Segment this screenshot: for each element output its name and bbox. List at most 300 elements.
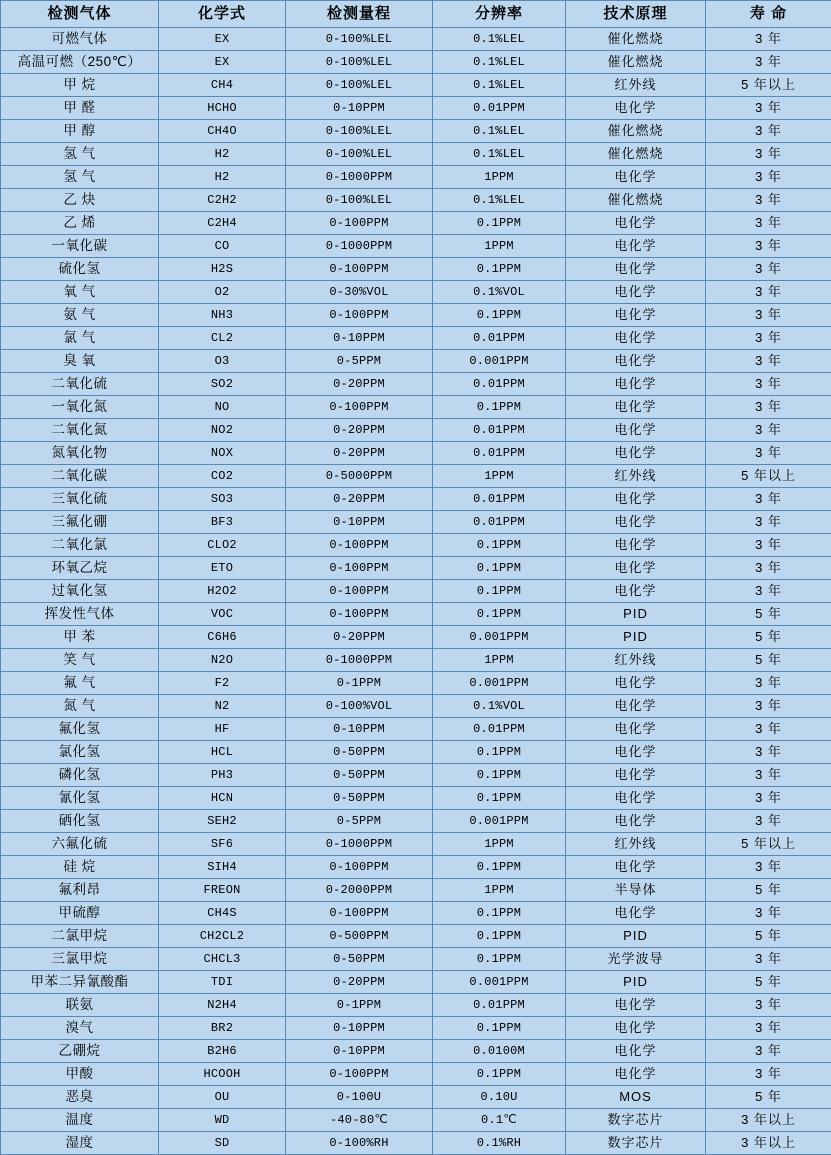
cell-gas-name: 氢 气 bbox=[1, 166, 159, 189]
cell-chemical-formula: CO bbox=[159, 235, 286, 258]
cell-lifespan: 5 年以上 bbox=[706, 74, 831, 97]
table-row bbox=[1, 465, 831, 488]
cell-chemical-formula: CH4O bbox=[159, 120, 286, 143]
cell-resolution: 0.1%LEL bbox=[433, 28, 566, 51]
cell-gas-name: 硒化氢 bbox=[1, 810, 159, 833]
table-row bbox=[1, 1040, 831, 1063]
cell-detection-range: 0-100PPM bbox=[286, 304, 433, 327]
table-row bbox=[1, 51, 831, 74]
cell-technology: 电化学 bbox=[566, 741, 706, 764]
cell-gas-name: 氯化氢 bbox=[1, 741, 159, 764]
cell-chemical-formula: CL2 bbox=[159, 327, 286, 350]
cell-resolution: 1PPM bbox=[433, 166, 566, 189]
table-row bbox=[1, 994, 831, 1017]
cell-resolution: 1PPM bbox=[433, 235, 566, 258]
cell-gas-name: 氟化氢 bbox=[1, 718, 159, 741]
cell-chemical-formula: EX bbox=[159, 28, 286, 51]
cell-chemical-formula: H2 bbox=[159, 143, 286, 166]
cell-resolution: 0.1PPM bbox=[433, 396, 566, 419]
cell-resolution: 0.1PPM bbox=[433, 764, 566, 787]
cell-lifespan: 3 年 bbox=[706, 511, 831, 534]
cell-resolution: 0.01PPM bbox=[433, 718, 566, 741]
cell-gas-name: 二氧化碳 bbox=[1, 465, 159, 488]
cell-resolution: 0.1%LEL bbox=[433, 51, 566, 74]
cell-chemical-formula: TDI bbox=[159, 971, 286, 994]
cell-chemical-formula: B2H6 bbox=[159, 1040, 286, 1063]
cell-chemical-formula: HF bbox=[159, 718, 286, 741]
cell-lifespan: 3 年 bbox=[706, 741, 831, 764]
cell-resolution: 0.1PPM bbox=[433, 856, 566, 879]
cell-detection-range: 0-10PPM bbox=[286, 511, 433, 534]
cell-technology: 红外线 bbox=[566, 465, 706, 488]
cell-lifespan: 3 年 bbox=[706, 787, 831, 810]
cell-resolution: 0.1PPM bbox=[433, 580, 566, 603]
cell-technology: 电化学 bbox=[566, 350, 706, 373]
cell-gas-name: 二氧化氯 bbox=[1, 534, 159, 557]
cell-technology: 电化学 bbox=[566, 396, 706, 419]
cell-gas-name: 乙 炔 bbox=[1, 189, 159, 212]
cell-detection-range: 0-100PPM bbox=[286, 212, 433, 235]
cell-detection-range: 0-100PPM bbox=[286, 258, 433, 281]
cell-detection-range: 0-50PPM bbox=[286, 787, 433, 810]
cell-chemical-formula: NO bbox=[159, 396, 286, 419]
cell-detection-range: 0-50PPM bbox=[286, 764, 433, 787]
table-body bbox=[1, 28, 831, 1155]
cell-detection-range: 0-10PPM bbox=[286, 327, 433, 350]
cell-technology: 催化燃烧 bbox=[566, 143, 706, 166]
cell-detection-range: 0-20PPM bbox=[286, 626, 433, 649]
cell-technology: 电化学 bbox=[566, 902, 706, 925]
cell-resolution: 0.01PPM bbox=[433, 994, 566, 1017]
cell-detection-range: 0-10PPM bbox=[286, 1017, 433, 1040]
cell-lifespan: 3 年 bbox=[706, 557, 831, 580]
cell-gas-name: 挥发性气体 bbox=[1, 603, 159, 626]
cell-lifespan: 3 年 bbox=[706, 166, 831, 189]
cell-chemical-formula: PH3 bbox=[159, 764, 286, 787]
table-row bbox=[1, 534, 831, 557]
cell-lifespan: 3 年 bbox=[706, 1063, 831, 1086]
cell-gas-name: 温度 bbox=[1, 1109, 159, 1132]
cell-resolution: 0.001PPM bbox=[433, 672, 566, 695]
cell-chemical-formula: VOC bbox=[159, 603, 286, 626]
table-row bbox=[1, 626, 831, 649]
cell-gas-name: 甲 醛 bbox=[1, 97, 159, 120]
cell-technology: 电化学 bbox=[566, 672, 706, 695]
cell-gas-name: 三氧化硫 bbox=[1, 488, 159, 511]
cell-gas-name: 甲 苯 bbox=[1, 626, 159, 649]
cell-chemical-formula: CH2CL2 bbox=[159, 925, 286, 948]
cell-gas-name: 甲硫醇 bbox=[1, 902, 159, 925]
cell-technology: 电化学 bbox=[566, 373, 706, 396]
table-row bbox=[1, 856, 831, 879]
cell-gas-name: 高温可燃（250℃） bbox=[1, 51, 159, 74]
cell-detection-range: 0-100U bbox=[286, 1086, 433, 1109]
cell-chemical-formula: BR2 bbox=[159, 1017, 286, 1040]
table-row bbox=[1, 925, 831, 948]
cell-detection-range: 0-100PPM bbox=[286, 534, 433, 557]
cell-detection-range: 0-100PPM bbox=[286, 580, 433, 603]
cell-gas-name: 甲苯二异氰酸酯 bbox=[1, 971, 159, 994]
cell-gas-name: 氮氧化物 bbox=[1, 442, 159, 465]
cell-chemical-formula: OU bbox=[159, 1086, 286, 1109]
cell-technology: 电化学 bbox=[566, 557, 706, 580]
cell-detection-range: 0-1000PPM bbox=[286, 833, 433, 856]
header-chemical-formula: 化学式 bbox=[159, 1, 286, 28]
table-row bbox=[1, 1017, 831, 1040]
cell-technology: 电化学 bbox=[566, 1063, 706, 1086]
cell-lifespan: 5 年 bbox=[706, 1086, 831, 1109]
header-lifespan: 寿 命 bbox=[706, 1, 831, 28]
cell-technology: 催化燃烧 bbox=[566, 28, 706, 51]
table-row bbox=[1, 120, 831, 143]
cell-chemical-formula: SO3 bbox=[159, 488, 286, 511]
cell-resolution: 0.001PPM bbox=[433, 971, 566, 994]
cell-detection-range: 0-2000PPM bbox=[286, 879, 433, 902]
cell-gas-name: 乙硼烷 bbox=[1, 1040, 159, 1063]
cell-technology: 数字芯片 bbox=[566, 1132, 706, 1155]
cell-resolution: 0.1PPM bbox=[433, 787, 566, 810]
cell-lifespan: 5 年 bbox=[706, 626, 831, 649]
cell-lifespan: 5 年 bbox=[706, 925, 831, 948]
cell-technology: PID bbox=[566, 925, 706, 948]
cell-resolution: 0.01PPM bbox=[433, 442, 566, 465]
cell-lifespan: 3 年 bbox=[706, 281, 831, 304]
cell-technology: 电化学 bbox=[566, 258, 706, 281]
cell-detection-range: 0-100PPM bbox=[286, 1063, 433, 1086]
cell-detection-range: 0-30%VOL bbox=[286, 281, 433, 304]
header-gas-name: 检测气体 bbox=[1, 1, 159, 28]
cell-technology: 电化学 bbox=[566, 212, 706, 235]
table-row bbox=[1, 764, 831, 787]
table-row bbox=[1, 189, 831, 212]
table-row bbox=[1, 97, 831, 120]
cell-lifespan: 3 年 bbox=[706, 580, 831, 603]
cell-chemical-formula: N2 bbox=[159, 695, 286, 718]
header-technology: 技术原理 bbox=[566, 1, 706, 28]
cell-chemical-formula: O3 bbox=[159, 350, 286, 373]
cell-detection-range: 0-100%VOL bbox=[286, 695, 433, 718]
cell-gas-name: 甲 醇 bbox=[1, 120, 159, 143]
cell-gas-name: 氟 气 bbox=[1, 672, 159, 695]
cell-resolution: 0.1PPM bbox=[433, 557, 566, 580]
cell-chemical-formula: CHCL3 bbox=[159, 948, 286, 971]
cell-detection-range: 0-100%LEL bbox=[286, 143, 433, 166]
cell-detection-range: 0-100%LEL bbox=[286, 51, 433, 74]
cell-resolution: 0.1PPM bbox=[433, 948, 566, 971]
cell-detection-range: 0-1PPM bbox=[286, 994, 433, 1017]
cell-lifespan: 3 年 bbox=[706, 143, 831, 166]
cell-chemical-formula: CH4S bbox=[159, 902, 286, 925]
cell-chemical-formula: CH4 bbox=[159, 74, 286, 97]
cell-gas-name: 氧 气 bbox=[1, 281, 159, 304]
cell-detection-range: 0-20PPM bbox=[286, 373, 433, 396]
cell-technology: 电化学 bbox=[566, 1040, 706, 1063]
table-row bbox=[1, 580, 831, 603]
cell-resolution: 0.1%VOL bbox=[433, 281, 566, 304]
cell-detection-range: 0-5PPM bbox=[286, 350, 433, 373]
cell-technology: 红外线 bbox=[566, 74, 706, 97]
cell-gas-name: 硅 烷 bbox=[1, 856, 159, 879]
cell-resolution: 0.1PPM bbox=[433, 925, 566, 948]
cell-gas-name: 臭 氧 bbox=[1, 350, 159, 373]
cell-lifespan: 3 年 bbox=[706, 51, 831, 74]
cell-chemical-formula: O2 bbox=[159, 281, 286, 304]
cell-detection-range: 0-10PPM bbox=[286, 718, 433, 741]
cell-lifespan: 3 年 bbox=[706, 442, 831, 465]
cell-detection-range: 0-20PPM bbox=[286, 971, 433, 994]
cell-lifespan: 3 年 bbox=[706, 327, 831, 350]
cell-technology: 电化学 bbox=[566, 1017, 706, 1040]
cell-lifespan: 5 年 bbox=[706, 971, 831, 994]
cell-technology: 电化学 bbox=[566, 534, 706, 557]
cell-technology: 电化学 bbox=[566, 695, 706, 718]
cell-resolution: 0.01PPM bbox=[433, 97, 566, 120]
cell-detection-range: 0-5PPM bbox=[286, 810, 433, 833]
cell-detection-range: 0-1000PPM bbox=[286, 166, 433, 189]
table-row bbox=[1, 1063, 831, 1086]
cell-technology: 电化学 bbox=[566, 787, 706, 810]
cell-resolution: 0.1%LEL bbox=[433, 143, 566, 166]
cell-detection-range: 0-100PPM bbox=[286, 557, 433, 580]
cell-chemical-formula: NO2 bbox=[159, 419, 286, 442]
cell-gas-name: 恶臭 bbox=[1, 1086, 159, 1109]
cell-gas-name: 甲 烷 bbox=[1, 74, 159, 97]
cell-detection-range: 0-100PPM bbox=[286, 396, 433, 419]
header-resolution: 分辨率 bbox=[433, 1, 566, 28]
cell-lifespan: 3 年 bbox=[706, 488, 831, 511]
cell-chemical-formula: HCL bbox=[159, 741, 286, 764]
cell-resolution: 0.1PPM bbox=[433, 1063, 566, 1086]
cell-technology: 催化燃烧 bbox=[566, 51, 706, 74]
cell-gas-name: 溴气 bbox=[1, 1017, 159, 1040]
cell-resolution: 1PPM bbox=[433, 649, 566, 672]
cell-detection-range: 0-20PPM bbox=[286, 442, 433, 465]
cell-resolution: 0.01PPM bbox=[433, 511, 566, 534]
cell-detection-range: 0-10PPM bbox=[286, 97, 433, 120]
table-row bbox=[1, 879, 831, 902]
cell-gas-name: 二氧化氮 bbox=[1, 419, 159, 442]
cell-detection-range: 0-100%LEL bbox=[286, 28, 433, 51]
cell-technology: 电化学 bbox=[566, 442, 706, 465]
cell-detection-range: 0-20PPM bbox=[286, 488, 433, 511]
cell-lifespan: 5 年 bbox=[706, 603, 831, 626]
cell-chemical-formula: FREON bbox=[159, 879, 286, 902]
cell-gas-name: 乙 烯 bbox=[1, 212, 159, 235]
cell-resolution: 0.1%LEL bbox=[433, 74, 566, 97]
cell-detection-range: 0-100PPM bbox=[286, 603, 433, 626]
cell-lifespan: 5 年以上 bbox=[706, 465, 831, 488]
table-row bbox=[1, 327, 831, 350]
cell-lifespan: 3 年 bbox=[706, 373, 831, 396]
cell-resolution: 0.1PPM bbox=[433, 258, 566, 281]
cell-chemical-formula: F2 bbox=[159, 672, 286, 695]
cell-technology: 电化学 bbox=[566, 419, 706, 442]
cell-chemical-formula: HCHO bbox=[159, 97, 286, 120]
cell-chemical-formula: CO2 bbox=[159, 465, 286, 488]
cell-chemical-formula: N2O bbox=[159, 649, 286, 672]
cell-resolution: 1PPM bbox=[433, 833, 566, 856]
cell-chemical-formula: C2H2 bbox=[159, 189, 286, 212]
cell-technology: 光学波导 bbox=[566, 948, 706, 971]
cell-detection-range: 0-20PPM bbox=[286, 419, 433, 442]
cell-technology: 电化学 bbox=[566, 327, 706, 350]
cell-chemical-formula: HCOOH bbox=[159, 1063, 286, 1086]
table-row bbox=[1, 741, 831, 764]
cell-resolution: 0.0100M bbox=[433, 1040, 566, 1063]
cell-gas-name: 氨 气 bbox=[1, 304, 159, 327]
cell-resolution: 0.1PPM bbox=[433, 304, 566, 327]
cell-resolution: 0.1PPM bbox=[433, 1017, 566, 1040]
table-row bbox=[1, 28, 831, 51]
cell-technology: 电化学 bbox=[566, 718, 706, 741]
cell-resolution: 0.1%RH bbox=[433, 1132, 566, 1155]
cell-resolution: 0.1PPM bbox=[433, 603, 566, 626]
cell-lifespan: 3 年 bbox=[706, 350, 831, 373]
cell-lifespan: 3 年 bbox=[706, 534, 831, 557]
cell-lifespan: 3 年 bbox=[706, 695, 831, 718]
table-row bbox=[1, 350, 831, 373]
cell-chemical-formula: C6H6 bbox=[159, 626, 286, 649]
cell-technology: PID bbox=[566, 971, 706, 994]
cell-gas-name: 可燃气体 bbox=[1, 28, 159, 51]
cell-detection-range: -40-80℃ bbox=[286, 1109, 433, 1132]
table-row bbox=[1, 603, 831, 626]
cell-technology: 电化学 bbox=[566, 304, 706, 327]
cell-detection-range: 0-1000PPM bbox=[286, 649, 433, 672]
cell-gas-name: 一氧化氮 bbox=[1, 396, 159, 419]
table-row bbox=[1, 695, 831, 718]
table-row bbox=[1, 902, 831, 925]
cell-chemical-formula: SO2 bbox=[159, 373, 286, 396]
table-row bbox=[1, 672, 831, 695]
table-row bbox=[1, 143, 831, 166]
table-row bbox=[1, 304, 831, 327]
cell-lifespan: 5 年 bbox=[706, 649, 831, 672]
cell-resolution: 0.001PPM bbox=[433, 810, 566, 833]
cell-detection-range: 0-100%LEL bbox=[286, 120, 433, 143]
cell-detection-range: 0-10PPM bbox=[286, 1040, 433, 1063]
table-row bbox=[1, 212, 831, 235]
cell-detection-range: 0-5000PPM bbox=[286, 465, 433, 488]
cell-resolution: 0.10U bbox=[433, 1086, 566, 1109]
cell-resolution: 0.001PPM bbox=[433, 626, 566, 649]
cell-chemical-formula: WD bbox=[159, 1109, 286, 1132]
cell-lifespan: 3 年 bbox=[706, 212, 831, 235]
cell-lifespan: 3 年 bbox=[706, 235, 831, 258]
cell-technology: 红外线 bbox=[566, 833, 706, 856]
cell-lifespan: 3 年 bbox=[706, 994, 831, 1017]
cell-chemical-formula: SEH2 bbox=[159, 810, 286, 833]
cell-chemical-formula: CLO2 bbox=[159, 534, 286, 557]
cell-technology: 电化学 bbox=[566, 580, 706, 603]
cell-lifespan: 3 年 bbox=[706, 1017, 831, 1040]
table-row bbox=[1, 971, 831, 994]
cell-lifespan: 5 年以上 bbox=[706, 833, 831, 856]
cell-lifespan: 3 年 bbox=[706, 258, 831, 281]
table-row bbox=[1, 511, 831, 534]
cell-resolution: 0.01PPM bbox=[433, 488, 566, 511]
cell-chemical-formula: BF3 bbox=[159, 511, 286, 534]
cell-resolution: 0.001PPM bbox=[433, 350, 566, 373]
cell-detection-range: 0-50PPM bbox=[286, 741, 433, 764]
table-row bbox=[1, 396, 831, 419]
cell-resolution: 0.1%VOL bbox=[433, 695, 566, 718]
cell-lifespan: 3 年 bbox=[706, 902, 831, 925]
table-row bbox=[1, 488, 831, 511]
cell-resolution: 0.1℃ bbox=[433, 1109, 566, 1132]
cell-gas-name: 氯 气 bbox=[1, 327, 159, 350]
cell-lifespan: 3 年 bbox=[706, 764, 831, 787]
cell-chemical-formula: EX bbox=[159, 51, 286, 74]
table-row bbox=[1, 1132, 831, 1155]
cell-lifespan: 3 年 bbox=[706, 120, 831, 143]
cell-detection-range: 0-1PPM bbox=[286, 672, 433, 695]
cell-resolution: 0.1PPM bbox=[433, 534, 566, 557]
cell-detection-range: 0-50PPM bbox=[286, 948, 433, 971]
cell-gas-name: 过氧化氢 bbox=[1, 580, 159, 603]
table-row bbox=[1, 557, 831, 580]
cell-technology: 电化学 bbox=[566, 281, 706, 304]
table-row bbox=[1, 442, 831, 465]
cell-chemical-formula: SIH4 bbox=[159, 856, 286, 879]
cell-technology: 电化学 bbox=[566, 488, 706, 511]
cell-technology: 电化学 bbox=[566, 764, 706, 787]
cell-resolution: 1PPM bbox=[433, 879, 566, 902]
cell-lifespan: 3 年以上 bbox=[706, 1132, 831, 1155]
cell-gas-name: 六氟化硫 bbox=[1, 833, 159, 856]
cell-lifespan: 5 年 bbox=[706, 879, 831, 902]
cell-detection-range: 0-100%RH bbox=[286, 1132, 433, 1155]
cell-lifespan: 3 年 bbox=[706, 97, 831, 120]
cell-resolution: 0.01PPM bbox=[433, 373, 566, 396]
cell-gas-name: 三氟化硼 bbox=[1, 511, 159, 534]
cell-detection-range: 0-100%LEL bbox=[286, 74, 433, 97]
cell-chemical-formula: SD bbox=[159, 1132, 286, 1155]
table-header bbox=[1, 1, 831, 28]
cell-detection-range: 0-100PPM bbox=[286, 902, 433, 925]
cell-resolution: 0.1PPM bbox=[433, 902, 566, 925]
cell-resolution: 0.1PPM bbox=[433, 741, 566, 764]
table-row bbox=[1, 74, 831, 97]
cell-chemical-formula: H2S bbox=[159, 258, 286, 281]
cell-lifespan: 3 年 bbox=[706, 948, 831, 971]
cell-lifespan: 3 年 bbox=[706, 810, 831, 833]
cell-gas-name: 硫化氢 bbox=[1, 258, 159, 281]
cell-gas-name: 二氯甲烷 bbox=[1, 925, 159, 948]
cell-chemical-formula: N2H4 bbox=[159, 994, 286, 1017]
cell-detection-range: 0-500PPM bbox=[286, 925, 433, 948]
cell-lifespan: 3 年 bbox=[706, 304, 831, 327]
cell-lifespan: 3 年 bbox=[706, 1040, 831, 1063]
cell-lifespan: 3 年 bbox=[706, 189, 831, 212]
table-row bbox=[1, 718, 831, 741]
cell-chemical-formula: HCN bbox=[159, 787, 286, 810]
cell-chemical-formula: C2H4 bbox=[159, 212, 286, 235]
cell-chemical-formula: ETO bbox=[159, 557, 286, 580]
cell-technology: 电化学 bbox=[566, 810, 706, 833]
cell-technology: 电化学 bbox=[566, 856, 706, 879]
cell-technology: 催化燃烧 bbox=[566, 120, 706, 143]
cell-technology: 红外线 bbox=[566, 649, 706, 672]
cell-technology: 催化燃烧 bbox=[566, 189, 706, 212]
cell-technology: 电化学 bbox=[566, 994, 706, 1017]
cell-technology: 电化学 bbox=[566, 511, 706, 534]
cell-technology: PID bbox=[566, 626, 706, 649]
cell-resolution: 0.1%LEL bbox=[433, 189, 566, 212]
cell-technology: 电化学 bbox=[566, 235, 706, 258]
header-detection-range: 检测量程 bbox=[286, 1, 433, 28]
cell-gas-name: 二氧化硫 bbox=[1, 373, 159, 396]
